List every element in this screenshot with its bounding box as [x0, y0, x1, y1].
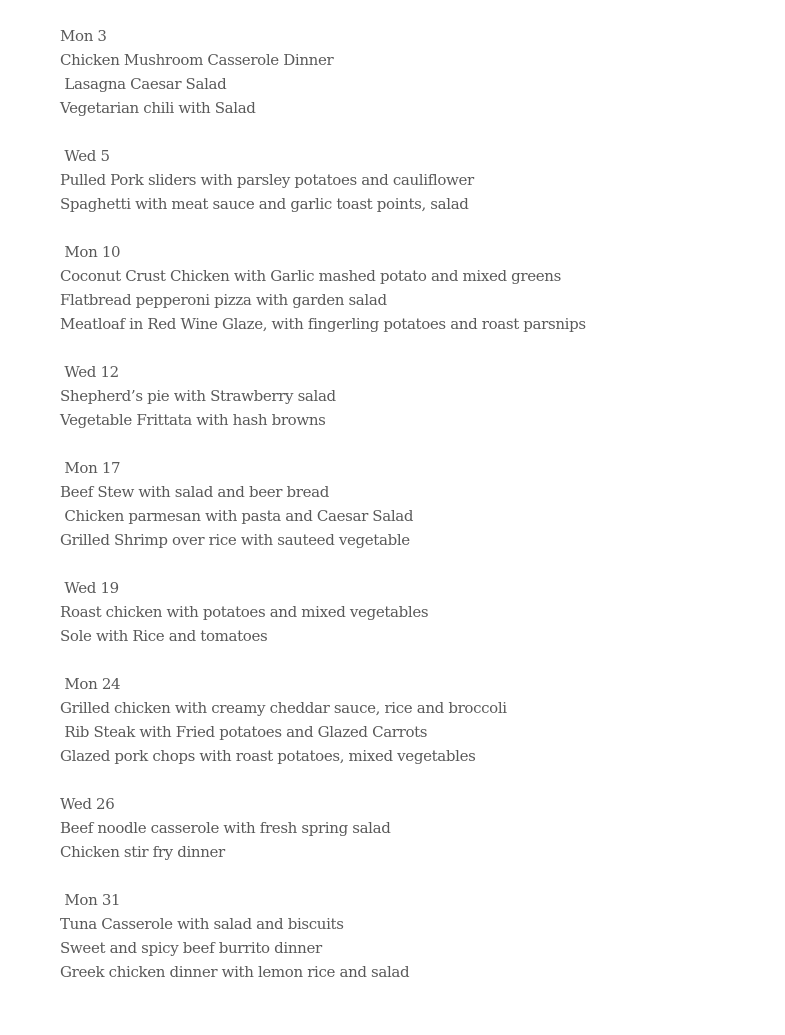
- day-heading: Mon 17: [60, 459, 121, 477]
- menu-item: Chicken Mushroom Casserole Dinner: [60, 51, 334, 69]
- day-heading: Wed 26: [60, 795, 115, 813]
- menu-item: Spaghetti with meat sauce and garlic toast points, salad: [60, 195, 469, 213]
- day-heading: Wed 12: [60, 363, 119, 381]
- day-section: [60, 456, 760, 552]
- section-spacer: [60, 864, 760, 888]
- day-heading: Mon 24: [60, 675, 121, 693]
- menu-item: Sweet and spicy beef burrito dinner: [60, 939, 322, 957]
- menu-item: Greek chicken dinner with lemon rice and salad: [60, 963, 410, 981]
- section-spacer: [60, 768, 760, 792]
- menu-item: Chicken stir fry dinner: [60, 843, 225, 861]
- menu-item: Tuna Casserole with salad and biscuits: [60, 915, 344, 933]
- section-spacer: [60, 216, 760, 240]
- menu-item: Shepherd’s pie with Strawberry salad: [60, 387, 336, 405]
- day-section: [60, 360, 760, 432]
- menu-item: Vegetable Frittata with hash browns: [60, 411, 326, 429]
- day-section: [60, 24, 760, 120]
- section-spacer: [60, 552, 760, 576]
- menu-item: Grilled chicken with creamy cheddar sauce, rice and broccoli: [60, 699, 507, 717]
- day-heading: Mon 31: [60, 891, 121, 909]
- menu-item: Coconut Crust Chicken with Garlic mashed potato and mixed greens: [60, 267, 561, 285]
- menu-days: [60, 24, 760, 984]
- menu-item: Beef noodle casserole with fresh spring salad: [60, 819, 391, 837]
- day-heading: Wed 19: [60, 579, 119, 597]
- day-section: [60, 240, 760, 336]
- day-section: [60, 144, 760, 216]
- day-heading: Wed 5: [60, 147, 110, 165]
- menu-item: Chicken parmesan with pasta and Caesar Salad: [60, 507, 414, 525]
- menu-item: Glazed pork chops with roast potatoes, mixed vegetables: [60, 747, 476, 765]
- menu-item: Roast chicken with potatoes and mixed vegetables: [60, 603, 429, 621]
- section-spacer: [60, 432, 760, 456]
- menu-item: Sole with Rice and tomatoes: [60, 627, 268, 645]
- menu-item: Vegetarian chili with Salad: [60, 99, 256, 117]
- menu-item: Rib Steak with Fried potatoes and Glazed Carrots: [60, 723, 428, 741]
- section-spacer: [60, 120, 760, 144]
- section-spacer: [60, 336, 760, 360]
- menu-item: Grilled Shrimp over rice with sauteed vegetable: [60, 531, 410, 549]
- day-section: [60, 672, 760, 768]
- day-section: [60, 576, 760, 648]
- day-heading: Mon 10: [60, 243, 121, 261]
- day-heading: Mon 3: [60, 27, 107, 45]
- menu-item: Meatloaf in Red Wine Glaze, with fingerling potatoes and roast parsnips: [60, 315, 586, 333]
- day-section: [60, 888, 760, 984]
- menu-document: [60, 24, 760, 984]
- menu-item: Lasagna Caesar Salad: [60, 75, 227, 93]
- menu-item: Flatbread pepperoni pizza with garden salad: [60, 291, 387, 309]
- day-section: [60, 792, 760, 864]
- menu-item: Pulled Pork sliders with parsley potatoes and cauliflower: [60, 171, 474, 189]
- section-spacer: [60, 648, 760, 672]
- menu-item: Beef Stew with salad and beer bread: [60, 483, 329, 501]
